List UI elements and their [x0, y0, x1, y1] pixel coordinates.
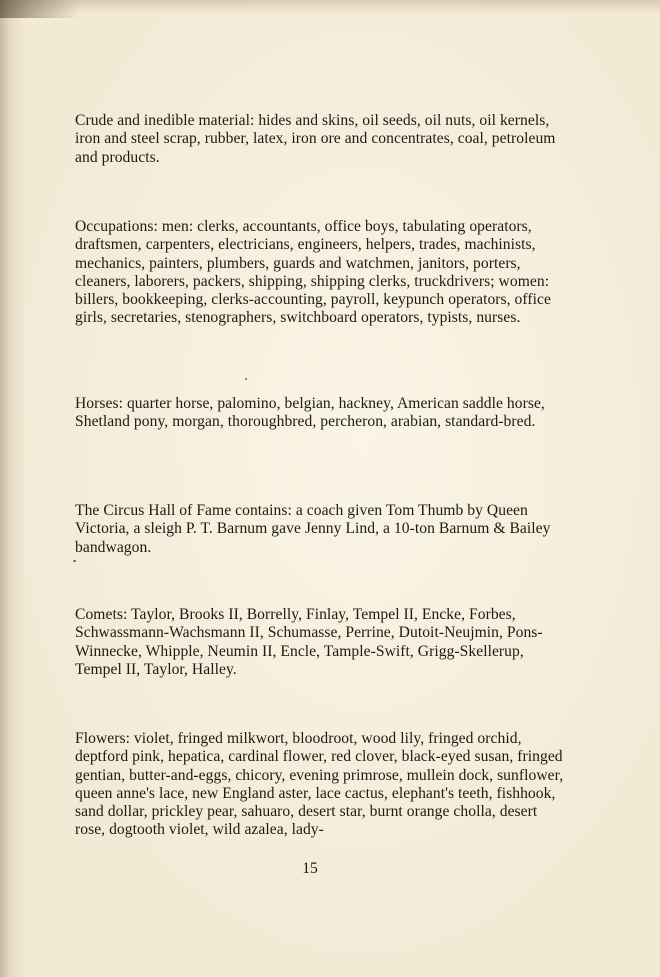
paragraph-flowers: Flowers: violet, fringed milkwort, bloodroot, wood lily, fringed orchid, deptford pink, hepatica, cardinal flower, red clover, black-eyed susan, fringed gentian, butter-and-eggs, chicory, evening primrose, mullein dock, sunflower, queen anne's lace, new England aster, lace cactus, elephant's teeth, fishhook, sand dollar, prickley pear, sahuaro, desert star, burnt orange cholla, desert rose, dogtooth violet, wild azalea, lady- [75, 730, 564, 839]
page-number: 15 [302, 860, 318, 877]
paper-speck [73, 560, 76, 562]
paragraph-circus-hall-of-fame: The Circus Hall of Fame contains: a coach given Tom Thumb by Queen Victoria, a sleigh P. T. Barnum gave Jenny Lind, a 10-ton Barnum & Bailey bandwagon. [75, 502, 551, 556]
paragraph-occupations: Occupations: men: clerks, accountants, office boys, tabulating operators, draftsmen, carpenters, electricians, engineers, helpers, trades, machinists, mechanics, painters, plumbers, guards and watchmen, janitors, porters, cleaners, laborers, packers, shipping, shipping clerks, truckdrivers; women: billers, bookkeeping, clerks-accounting, payroll, keypunch operators, office girls, secretaries, stenographers, switchboard operators, typists, nurses. [75, 218, 551, 327]
paragraph-crude-material: Crude and inedible material: hides and skins, oil seeds, oil nuts, oil kernels, iron and steel scrap, rubber, latex, iron ore and concentrates, coal, petroleum and products. [75, 112, 556, 166]
paper-speck [245, 378, 247, 380]
binding-shadow [0, 0, 80, 18]
paragraph-horses: Horses: quarter horse, palomino, belgian, hackney, American saddle horse, Shetland pony, morgan, thoroughbred, percheron, arabian, standard-bred. [75, 395, 545, 431]
paragraph-comets: Comets: Taylor, Brooks II, Borrelly, Finlay, Tempel II, Encke, Forbes, Schwassmann-Wachsmann II, Schumasse, Perrine, Dutoit-Neujmin, Pons-Winnecke, Whipple, Neumin II, Encle, Tample-Swift, Grigg-Skellerup, Tempel II, Taylor, Halley. [75, 606, 543, 678]
